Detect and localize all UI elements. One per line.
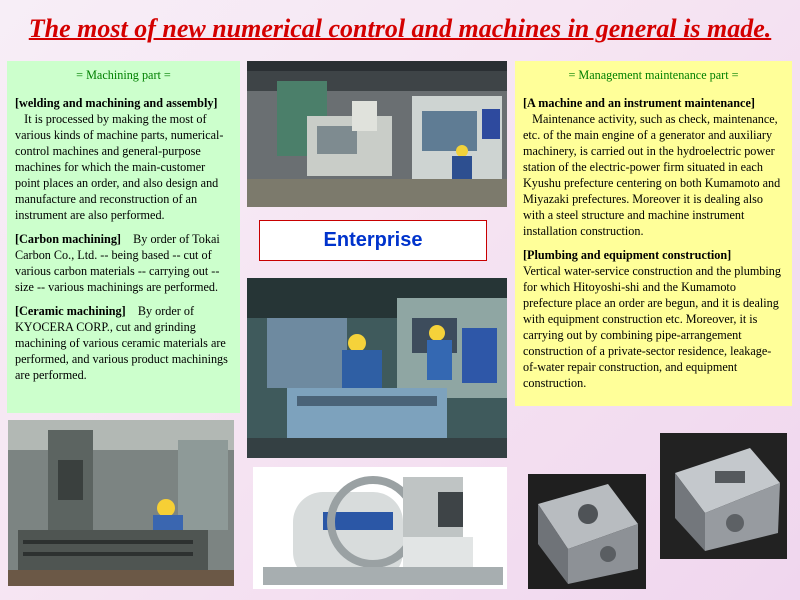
section-ceramic — [15, 303, 232, 383]
machinist-photo — [8, 420, 234, 586]
worker-machining-photo — [247, 278, 507, 458]
section-welding — [15, 95, 232, 223]
precision-component-photo — [660, 433, 787, 559]
factory-floor-photo — [247, 61, 507, 207]
section-maintenance — [523, 95, 784, 239]
management-maintenance-panel — [515, 61, 792, 406]
section-text: It is processed by making the most of various kinds of machine parts, numerical-control machines and general-purpose machines for which the main-customer point places an order, and also design and manufacture and reconstruction of an instrument are also performed. — [15, 112, 224, 222]
section-heading: [welding and machining and assembly] — [15, 96, 218, 110]
section-text: Vertical water-service construction and the plumbing for which Hitoyoshi-shi and the Kumamoto prefecture place an order are begun, and it is dealing with equipment construction etc. Moreover, it is carrying out by combining pipe-arrangement construction of a private-sector residence, leakage-of-water repair construction, and equipment construction. — [523, 264, 781, 390]
machining-part-panel — [7, 61, 240, 413]
cnc-machine-photo — [253, 467, 507, 589]
section-carbon — [15, 231, 232, 295]
machined-part-photo — [528, 474, 646, 589]
section-text: By order of KYOCERA CORP., cut and grinding machining of various ceramic materials are performed, and various product machinings are performed. — [15, 304, 228, 382]
management-maintenance-title: = Management maintenance part = — [568, 68, 739, 82]
section-heading: [Ceramic machining] — [15, 304, 126, 318]
section-heading: [Plumbing and equipment construction] — [523, 248, 732, 262]
enterprise-label: Enterprise — [259, 220, 487, 261]
section-heading: [Carbon machining] — [15, 232, 121, 246]
section-plumbing — [523, 247, 784, 391]
machining-part-title: = Machining part = — [76, 68, 171, 82]
section-heading: [A machine and an instrument maintenance] — [523, 96, 755, 110]
section-text: Maintenance activity, such as check, maintenance, etc. of the main engine of a generator and auxiliary machinery, is carried out in the hydroelectric power station of the electric-power firm situated in each Kyushu prefecture centering on both Kumamoto and Miyazaki prefectures. Moreover it is dealing also with a steel structure and machine instrument installation construction. — [523, 112, 781, 238]
page-title: The most of new numerical control and machines in general is made. — [28, 14, 772, 43]
section-text: By order of Tokai Carbon Co., Ltd. -- being based -- cut of various carbon materials -- carrying out -- size -- various machinings are performed. — [15, 232, 220, 294]
